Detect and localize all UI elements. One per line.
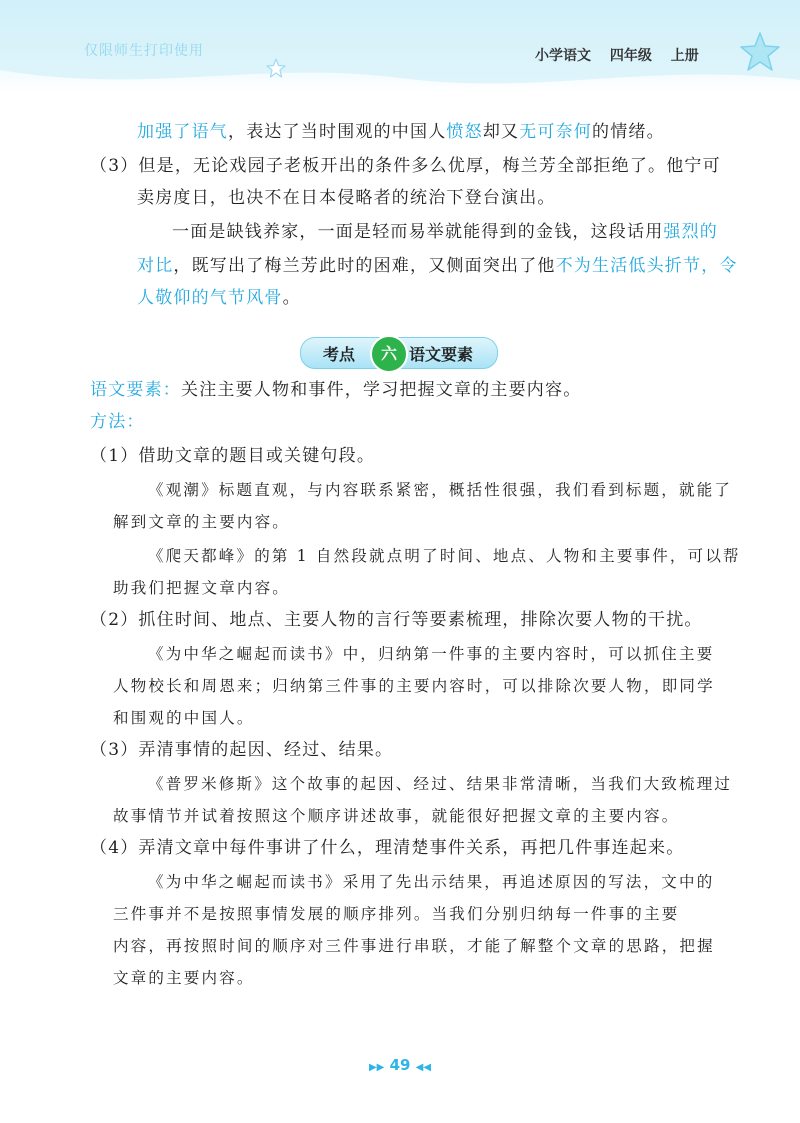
text-line: [137, 121, 665, 143]
text-segment: 《爬天都峰》的第 1 自然段就点明了时间、地点、人物和主要事件，可以帮: [148, 547, 741, 565]
text-segment: 《观潮》标题直观，与内容联系紧密，概括性很强，我们看到标题，就能了: [148, 481, 733, 499]
text-line: [113, 903, 679, 925]
text-segment: 《为中华之崛起而读书》采用了先出示结果，再追述原因的写法，文中的: [148, 873, 715, 891]
text-segment: 《普罗米修斯》这个故事的起因、经过、结果非常清晰，当我们大致梳理过: [148, 775, 733, 793]
text-segment: 卖房度日，也决不在日本侵略者的统治下登台演出。: [137, 188, 556, 208]
text-segment: 和围观的中国人。: [113, 709, 255, 727]
text-line: [90, 609, 703, 631]
text-segment: 三件事并不是按照事情发展的顺序排列。当我们分别归纳每一件事的主要: [113, 905, 680, 923]
text-line: [113, 675, 715, 697]
watermark: 仅限师生打印使用: [84, 43, 204, 59]
text-line: [148, 479, 732, 501]
text-line: [172, 221, 718, 243]
text-segment: 的情绪。: [592, 122, 665, 142]
text-segment: （2）抓住时间、地点、主要人物的言行等要素梳理，排除次要人物的干扰。: [90, 610, 703, 630]
volume-label: 上册: [670, 48, 699, 64]
highlight-text: 加强了语气: [137, 122, 228, 142]
highlight-text: 强烈的: [663, 222, 719, 242]
text-segment: 关注主要人物和事件，学习把握文章的主要内容。: [181, 380, 582, 400]
page-number-value: 49: [389, 1056, 411, 1074]
text-line: [113, 577, 290, 599]
highlight-text: 语文要素：: [90, 380, 181, 400]
subject-label: 小学语文: [535, 48, 591, 64]
small-star-icon: [266, 58, 286, 78]
text-segment: （4）弄清文章中每件事讲了什么，理清楚事件关系，再把几件事连起来。: [90, 838, 685, 858]
header-info: [535, 45, 713, 65]
text-segment: 却又: [482, 122, 520, 142]
text-line: [137, 287, 301, 309]
text-line: [148, 773, 732, 795]
highlight-text: 无可奈何: [519, 122, 593, 142]
text-line: [113, 935, 715, 957]
section-title: 语文要素: [409, 345, 474, 364]
section-number-badge: 六: [370, 335, 408, 373]
text-segment: 内容，再按照时间的顺序对三件事进行串联，才能了解整个文章的思路，把握: [113, 937, 715, 955]
text-segment: 文章的主要内容。: [113, 969, 255, 987]
text-segment: 人物校长和周恩来；归纳第三件事的主要内容时，可以排除次要人物，即同学: [113, 677, 715, 695]
highlight-text: 方法：: [90, 412, 145, 432]
text-segment: （1）借助文章的题目或关键句段。: [90, 446, 376, 466]
text-line: [113, 511, 290, 533]
text-line: [113, 707, 255, 729]
text-segment: 。: [282, 288, 301, 308]
text-line: [90, 411, 145, 433]
highlight-text: 愤怒: [446, 122, 483, 142]
text-segment: （3）但是，无论戏园子老板开出的条件多么优厚，梅兰芳全部拒绝了。他宁可: [90, 156, 721, 176]
text-segment: 《为中华之崛起而读书》中，归纳第一件事的主要内容时，可以抓住主要: [148, 645, 715, 663]
text-segment: 一面是缺钱养家，一面是轻而易举就能得到的金钱，这段话用: [172, 222, 664, 242]
highlight-text: 人敬仰的气节风骨: [137, 288, 283, 308]
text-segment: ，既写出了梅兰芳此时的困难，又侧面突出了他: [173, 256, 556, 276]
grade-label: 四年级: [609, 48, 652, 64]
highlight-text: 不为生活低头折节，令: [555, 256, 738, 276]
text-line: [148, 545, 741, 567]
star-icon: [738, 30, 782, 74]
arrow-left-icon: ◀◀: [415, 1062, 432, 1073]
page-number: [367, 1056, 433, 1074]
text-line: [137, 187, 556, 209]
text-segment: 助我们把握文章内容。: [113, 579, 291, 597]
text-line: [137, 255, 738, 277]
text-line: [90, 739, 393, 761]
text-line: [90, 155, 721, 177]
highlight-text: 对比: [137, 256, 174, 276]
arrow-right-icon: ▶▶: [368, 1062, 385, 1073]
text-line: [90, 445, 375, 467]
text-line: [90, 379, 581, 401]
text-segment: （3）弄清事情的起因、经过、结果。: [90, 740, 394, 760]
text-segment: 故事情节并试着按照这个顺序讲述故事，就能很好把握文章的主要内容。: [113, 807, 680, 825]
text-line: [113, 967, 255, 989]
section-prefix: 考点: [323, 345, 356, 364]
text-segment: 解到文章的主要内容。: [113, 513, 291, 531]
text-segment: ，表达了当时围观的中国人: [228, 122, 447, 142]
text-line: [148, 871, 714, 893]
text-line: [90, 837, 684, 859]
text-line: [113, 805, 679, 827]
section-heading: [300, 337, 498, 369]
text-line: [148, 643, 714, 665]
